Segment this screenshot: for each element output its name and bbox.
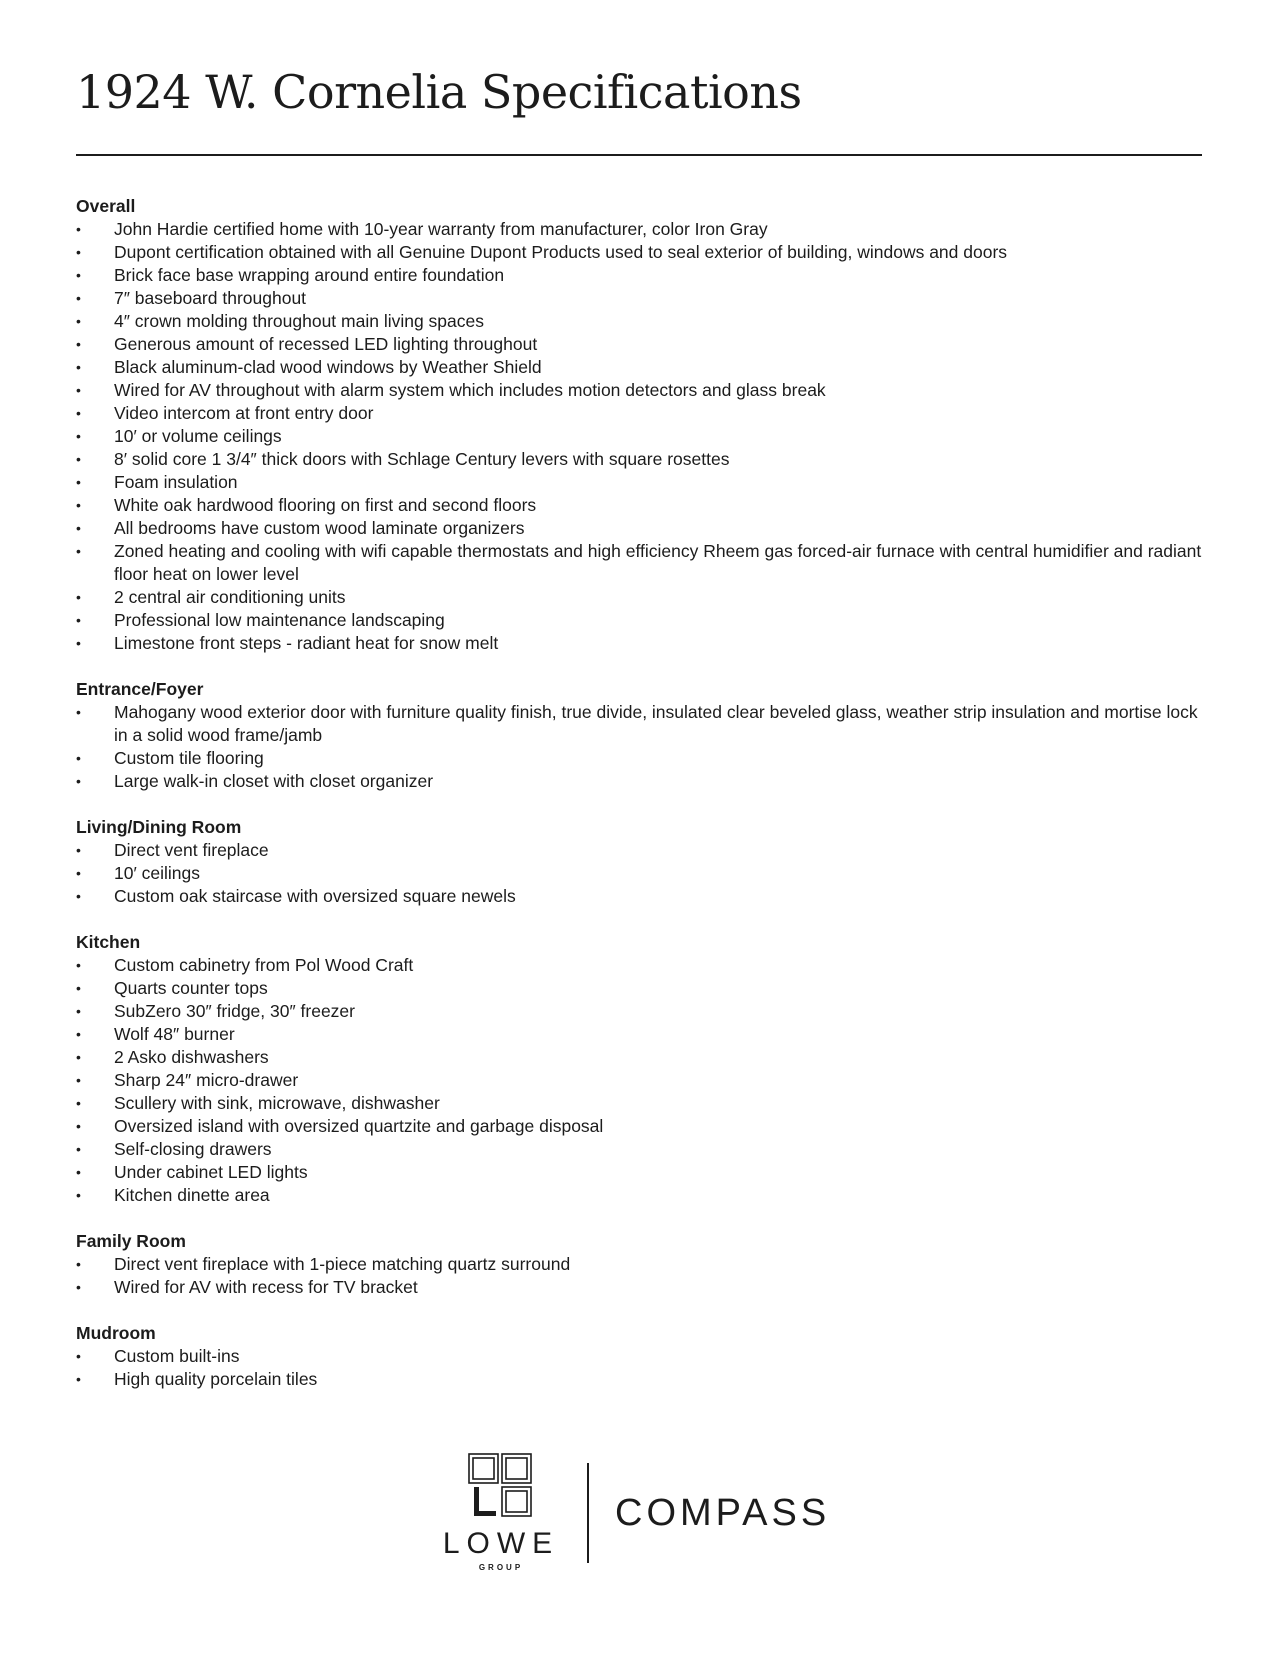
section-heading: Entrance/Foyer xyxy=(76,679,204,699)
list-item-text: 10′ ceilings xyxy=(114,863,200,883)
bullet-icon: • xyxy=(76,1348,81,1364)
list-item xyxy=(76,471,1206,494)
list-item-text: Wolf 48″ burner xyxy=(114,1024,235,1044)
list-item-text: Generous amount of recessed LED lighting throughout xyxy=(114,334,538,354)
list-item-text: John Hardie certified home with 10-year warranty from manufacturer, color Iron Gray xyxy=(114,219,768,239)
list-item-text: Wired for AV with recess for TV bracket xyxy=(114,1277,418,1297)
list-item-text: Professional low maintenance landscaping xyxy=(114,610,445,630)
bullet-icon: • xyxy=(76,359,81,375)
bullet-icon: • xyxy=(76,635,81,651)
list-item xyxy=(76,885,1206,908)
spec-section xyxy=(76,1230,1206,1299)
list-item xyxy=(76,1345,1206,1368)
list-item-text: Scullery with sink, microwave, dishwasher xyxy=(114,1093,440,1113)
bullet-icon: • xyxy=(76,865,81,881)
spec-list xyxy=(76,701,1206,793)
list-item-text: 8′ solid core 1 3/4″ thick doors with Schlage Century levers with square rosettes xyxy=(114,449,730,469)
list-item-text: Under cabinet LED lights xyxy=(114,1162,308,1182)
bullet-icon: • xyxy=(76,704,81,720)
list-item-text: 2 Asko dishwashers xyxy=(114,1047,269,1067)
bullet-icon: • xyxy=(76,267,81,283)
list-item-text: Zoned heating and cooling with wifi capable thermostats and high efficiency Rheem gas forced-air furnace with central humidifier and radiant floor heat on lower level xyxy=(114,541,1202,584)
list-item xyxy=(76,241,1206,264)
bullet-icon: • xyxy=(76,405,81,421)
list-item xyxy=(76,264,1206,287)
list-item xyxy=(76,954,1206,977)
logo-divider xyxy=(587,1463,589,1563)
section-heading: Mudroom xyxy=(76,1323,156,1343)
bullet-icon: • xyxy=(76,888,81,904)
list-item-text: 2 central air conditioning units xyxy=(114,587,346,607)
list-item xyxy=(76,540,1206,586)
spec-list xyxy=(76,218,1206,655)
section-heading: Overall xyxy=(76,196,136,216)
list-item-text: Custom oak staircase with oversized square newels xyxy=(114,886,516,906)
spec-section xyxy=(76,195,1206,655)
list-item-text: Video intercom at front entry door xyxy=(114,403,374,423)
bullet-icon: • xyxy=(76,1279,81,1295)
list-item xyxy=(76,632,1206,655)
list-item xyxy=(76,1069,1206,1092)
list-item-text: Custom cabinetry from Pol Wood Craft xyxy=(114,955,414,975)
list-item-text: Large walk-in closet with closet organizer xyxy=(114,771,434,791)
list-item xyxy=(76,448,1206,471)
list-item xyxy=(76,1046,1206,1069)
bullet-icon: • xyxy=(76,1256,81,1272)
list-item xyxy=(76,1000,1206,1023)
spec-section xyxy=(76,1322,1206,1391)
list-item xyxy=(76,609,1206,632)
list-item xyxy=(76,494,1206,517)
list-item xyxy=(76,1161,1206,1184)
list-item xyxy=(76,1276,1206,1299)
list-item-text: Brick face base wrapping around entire foundation xyxy=(114,265,505,285)
bullet-icon: • xyxy=(76,750,81,766)
list-item-text: Kitchen dinette area xyxy=(114,1185,270,1205)
bullet-icon: • xyxy=(76,244,81,260)
list-item-text: Wired for AV throughout with alarm system which includes motion detectors and glass break xyxy=(114,380,826,400)
bullet-icon: • xyxy=(76,1371,81,1387)
bullet-icon: • xyxy=(76,1141,81,1157)
list-item-text: 7″ baseboard throughout xyxy=(114,288,307,308)
list-item-text: Direct vent fireplace with 1-piece matching quartz surround xyxy=(114,1254,571,1274)
section-heading: Living/Dining Room xyxy=(76,817,242,837)
bullet-icon: • xyxy=(76,1026,81,1042)
list-item xyxy=(76,701,1206,747)
list-item xyxy=(76,402,1206,425)
lowe-window-logo-icon xyxy=(468,1453,532,1517)
bullet-icon: • xyxy=(76,497,81,513)
list-item-text: Dupont certification obtained with all Genuine Dupont Products used to seal exterior of building, windows and doors xyxy=(114,242,1008,262)
list-item-text: Quarts counter tops xyxy=(114,978,268,998)
bullet-icon: • xyxy=(76,1049,81,1065)
list-item-text: Oversized island with oversized quartzite and garbage disposal xyxy=(114,1116,604,1136)
list-item xyxy=(76,862,1206,885)
bullet-icon: • xyxy=(76,543,81,559)
list-item-text: Custom built-ins xyxy=(114,1346,240,1366)
bullet-icon: • xyxy=(76,612,81,628)
bullet-icon: • xyxy=(76,382,81,398)
list-item xyxy=(76,839,1206,862)
bullet-icon: • xyxy=(76,428,81,444)
bullet-icon: • xyxy=(76,1187,81,1203)
spec-list xyxy=(76,1253,1206,1299)
list-item-text: 4″ crown molding throughout main living spaces xyxy=(114,311,485,331)
bullet-icon: • xyxy=(76,1072,81,1088)
list-item xyxy=(76,1184,1206,1207)
list-item-text: SubZero 30″ fridge, 30″ freezer xyxy=(114,1001,355,1021)
section-heading: Kitchen xyxy=(76,932,141,952)
list-item-text: 10′ or volume ceilings xyxy=(114,426,282,446)
compass-logo: COMPASS xyxy=(615,1492,831,1534)
list-item xyxy=(76,287,1206,310)
bullet-icon: • xyxy=(76,290,81,306)
bullet-icon: • xyxy=(76,980,81,996)
spec-section xyxy=(76,931,1206,1207)
bullet-icon: • xyxy=(76,957,81,973)
spec-list xyxy=(76,954,1206,1207)
bullet-icon: • xyxy=(76,1118,81,1134)
list-item xyxy=(76,379,1206,402)
spec-sections xyxy=(76,195,1206,1414)
bullet-icon: • xyxy=(76,451,81,467)
footer-logos xyxy=(0,1445,1280,1585)
lowe-logo-name: LOWE xyxy=(442,1527,560,1560)
list-item-text: Self-closing drawers xyxy=(114,1139,272,1159)
bullet-icon: • xyxy=(76,336,81,352)
bullet-icon: • xyxy=(76,1003,81,1019)
bullet-icon: • xyxy=(76,1164,81,1180)
list-item xyxy=(76,1115,1206,1138)
list-item xyxy=(76,1023,1206,1046)
list-item-text: Custom tile flooring xyxy=(114,748,264,768)
bullet-icon: • xyxy=(76,474,81,490)
list-item-text: Direct vent fireplace xyxy=(114,840,269,860)
list-item xyxy=(76,310,1206,333)
list-item-text: High quality porcelain tiles xyxy=(114,1369,318,1389)
list-item xyxy=(76,1138,1206,1161)
bullet-icon: • xyxy=(76,842,81,858)
list-item-text: Mahogany wood exterior door with furniture quality finish, true divide, insulated clear beveled glass, weather strip insulation and mortise lock in a solid wood frame/jamb xyxy=(114,702,1198,745)
list-item-text: Limestone front steps - radiant heat for snow melt xyxy=(114,633,499,653)
section-heading: Family Room xyxy=(76,1231,186,1251)
list-item xyxy=(76,218,1206,241)
bullet-icon: • xyxy=(76,313,81,329)
list-item xyxy=(76,333,1206,356)
list-item xyxy=(76,425,1206,448)
list-item-text: Foam insulation xyxy=(114,472,238,492)
bullet-icon: • xyxy=(76,589,81,605)
list-item xyxy=(76,1253,1206,1276)
list-item xyxy=(76,977,1206,1000)
list-item xyxy=(76,517,1206,540)
list-item-text: Sharp 24″ micro-drawer xyxy=(114,1070,299,1090)
list-item xyxy=(76,1092,1206,1115)
page-title: 1924 W. Cornelia Specifications xyxy=(76,65,802,119)
spec-section xyxy=(76,816,1206,908)
bullet-icon: • xyxy=(76,1095,81,1111)
list-item xyxy=(76,586,1206,609)
list-item-text: Black aluminum-clad wood windows by Weather Shield xyxy=(114,357,542,377)
bullet-icon: • xyxy=(76,221,81,237)
bullet-icon: • xyxy=(76,520,81,536)
spec-list xyxy=(76,839,1206,908)
list-item xyxy=(76,770,1206,793)
lowe-logo-subtitle: GROUP xyxy=(478,1563,524,1572)
spec-section xyxy=(76,678,1206,793)
list-item xyxy=(76,356,1206,379)
list-item xyxy=(76,747,1206,770)
list-item xyxy=(76,1368,1206,1391)
bullet-icon: • xyxy=(76,773,81,789)
list-item-text: White oak hardwood flooring on first and second floors xyxy=(114,495,537,515)
spec-list xyxy=(76,1345,1206,1391)
title-divider xyxy=(76,154,1202,156)
list-item-text: All bedrooms have custom wood laminate organizers xyxy=(114,518,525,538)
